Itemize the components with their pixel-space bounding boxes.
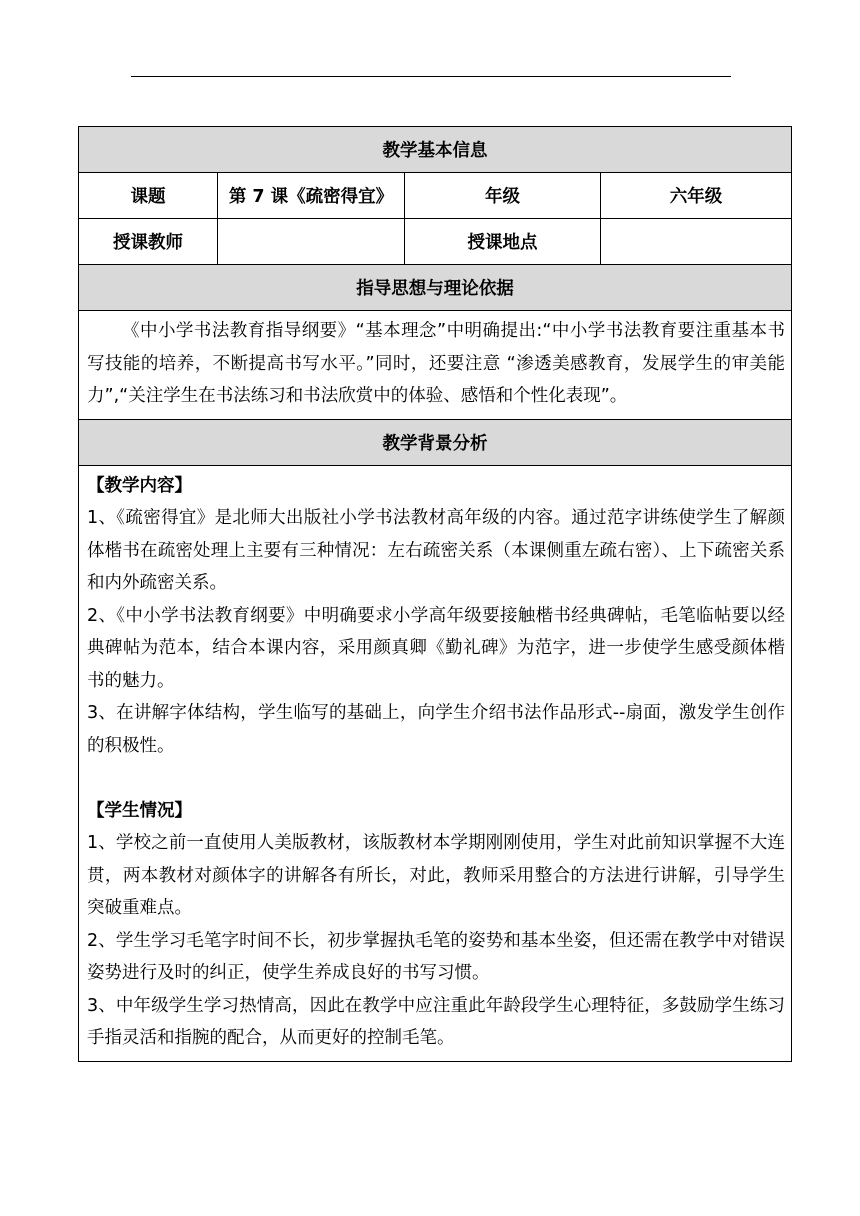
location-value <box>601 219 792 265</box>
grade-value: 六年级 <box>601 173 792 219</box>
content-item: 2、《中小学书法教育纲要》中明确要求小学高年级要接触楷书经典碑帖，毛笔临帖要以经典碑帖为范本，结合本课内容，采用颜真卿《勤礼碑》为范字，进一步使学生感受颜体楷书的魅力。 <box>87 605 785 691</box>
location-label: 授课地点 <box>405 219 601 265</box>
students-heading: 【学生情况】 <box>87 800 192 821</box>
grade-label: 年级 <box>405 173 601 219</box>
students-item: 2、学生学习毛笔字时间不长，初步掌握执毛笔的姿势和基本坐姿，但还需在教学中对错误姿势进行及时的纠正，使学生养成良好的书写习惯。 <box>87 930 785 983</box>
section-guiding: 指导思想与理论依据 <box>79 265 792 311</box>
students-item: 1、学校之前一直使用人美版教材，该版教材本学期刚刚使用，学生对此前知识掌握不大连贯，两本教材对颜体字的讲解各有所长，对此，教师采用整合的方法进行讲解，引导学生突破重难点。 <box>87 833 785 918</box>
guiding-text: 《中小学书法教育指导纲要》“基本理念”中明确提出:“中小学书法教育要注重基本书写技能的培养，不断提高书写水平。”同时，还要注意 “渗透美感教育，发展学生的审美能力”,“关注学生在书法练习和书法欣赏中的体验、感悟和个性化表现”。 <box>87 321 785 406</box>
section-background: 教学背景分析 <box>79 419 792 465</box>
section-basic-info: 教学基本信息 <box>79 127 792 173</box>
spacer <box>87 762 785 795</box>
lesson-plan-table <box>78 126 792 1062</box>
content-item: 1、《疏密得宜》是北师大出版社小学书法教材高年级的内容。通过范字讲练使学生了解颜体楷书在疏密处理上主要有三种情况：左右疏密关系（本课侧重左疏右密）、上下疏密关系和内外疏密关系。 <box>87 508 785 593</box>
header-rule <box>131 76 731 77</box>
students-item: 3、中年级学生学习热情高，因此在教学中应注重此年龄段学生心理特征，多鼓励学生练习手指灵活和指腕的配合，从而更好的控制毛笔。 <box>87 995 785 1048</box>
topic-value: 第 7 课《疏密得宜》 <box>218 173 405 219</box>
teacher-value <box>218 219 405 265</box>
content-item: 3、在讲解字体结构，学生临写的基础上，向学生介绍书法作品形式--扇面，激发学生创作的积极性。 <box>87 703 785 756</box>
guiding-cell <box>79 311 792 420</box>
content-heading: 【教学内容】 <box>87 475 192 496</box>
teacher-label: 授课教师 <box>79 219 218 265</box>
background-cell <box>79 465 792 1061</box>
topic-label: 课题 <box>79 173 218 219</box>
